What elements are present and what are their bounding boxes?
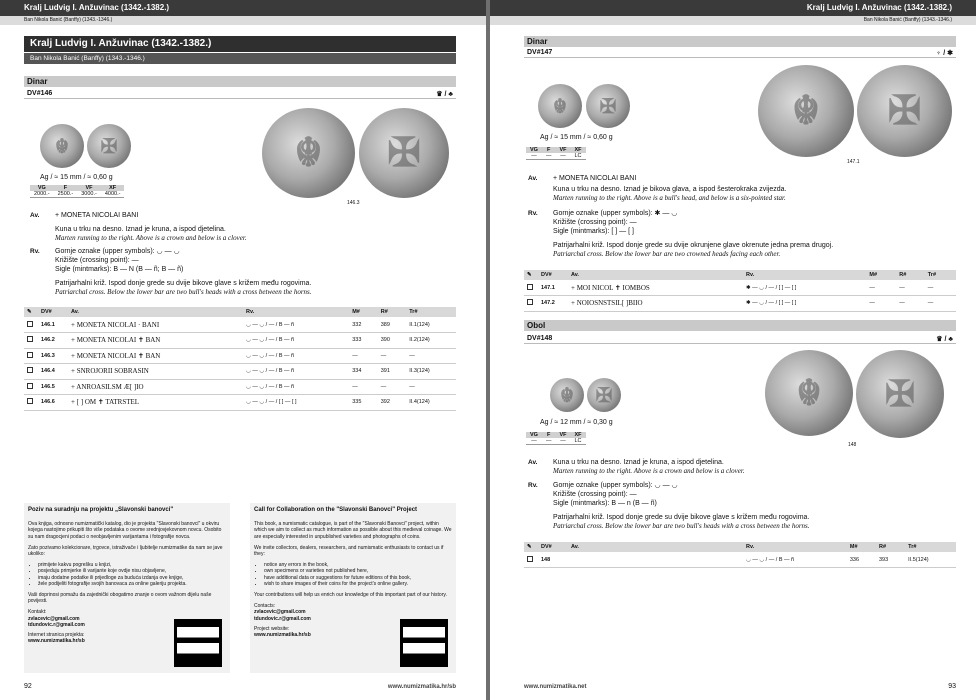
tr-cell: II.5(124) [905,552,956,568]
left-page [0,0,486,700]
email-link[interactable]: tdundovic.r@gmail.com [254,615,311,622]
reverse-crossing: Križište (crossing point): — [553,491,637,498]
r-cell: 389 [378,317,407,333]
dv-heading [24,89,456,99]
coin-reverse-large[interactable]: ✠ [856,350,944,438]
running-header: Kralj Ludvig I. Anžuvinac (1342.-1382.) [0,0,486,16]
tr-cell: — [406,348,456,364]
obverse-legend: + MONETA NICOLAI BANI [553,175,637,182]
email-link[interactable]: zvlacevic@gmail.com [254,609,306,616]
reverse-desc-hr: Patrijarhalni križ. Ispod donje grede su dvije bikove glave s križem među rogovima. [553,514,810,521]
page-number: 92 [24,683,32,690]
reverse-cell: ◡ — ◡ / — / B — ñ [243,364,349,380]
email-link[interactable]: tdundovic.r@gmail.com [28,621,85,628]
collaboration-box-en: Call for Collaboration on the "Slavonski Banovci" Project This book, a numismatic catalogue, is part of the "Slavonski Banovci" project, within which we aim to collect as much information as possible about this medieval coinage. We are especially interested in unpublished varieties and photographs of coins. We invite collectors, dealers, researchers, and numismatic enthusiasts to contact us if they: • notice any errors in the book, • own specimens or varieties not published here, • have additional data or suggestions for future editions of this book, • wish to share images of their coins for the project's online gallery. Your contributions will help us enrich our knowledge of this important part of our history. Contacts: zvlacevic@gmail.com tdundovic.r@gmail.com Project website: www.numizmatika.hr/sb [250,503,456,673]
reverse-crossing: Križište (crossing point): — [553,219,637,226]
grade-price-table: VG F VF XF 2000.- 2500.- 3000.- 4000.- [30,185,124,198]
reverse-cell: ◡ — ◡ / — / B — ñ [243,348,349,364]
variants-table: ✎ DV# Av. Rv. M# R# Tr# 148 ◡ — ◡ / — / B — ñ 336 393 II.5(124) [524,542,956,568]
dv-cell: 146.6 [38,395,68,411]
coin-obverse-small[interactable]: ☬ [538,84,582,128]
website-link[interactable]: www.numizmatika.hr/sb [28,638,85,645]
running-header: Kralj Ludvig I. Anžuvinac (1342.-1382.) [490,0,976,16]
r-cell: — [378,379,407,395]
m-cell: — [866,280,896,296]
dv-cell: 146.3 [38,348,68,364]
tr-cell: II.2(124) [406,333,456,349]
tr-cell: II.3(124) [406,364,456,380]
right-page [490,0,976,700]
legend-cell [568,552,743,568]
obverse-desc-en: Marten running to the right. Above is a crown and below is a clover. [55,234,247,242]
page-number: 93 [948,683,956,690]
running-subheader: Ban Nikola Banić (Banffy) (1343.-1346.) [0,16,486,25]
symbol-icons: ♆ / ✱ [936,50,953,57]
table-row [24,333,456,349]
section-heading: Obol [524,320,956,331]
row-checkbox[interactable] [527,299,533,305]
table-row [24,379,456,395]
reverse-cell: ◡ — ◡ / — / [ ] — [ ] [243,395,349,411]
coin-obverse-large[interactable]: ☬ [262,108,355,198]
section-heading: Dinar [24,76,456,87]
dv-cell: 148 [538,552,568,568]
r-cell: 391 [378,364,407,380]
m-cell: 334 [349,364,378,380]
coin-reverse-large[interactable]: ✠ [857,65,952,157]
variants-table: ✎ DV# Av. Rv. M# R# Tr# 147.1 + MOI NICOL ✝ IOMBOS ✱ — ◡ / — / [ ] — [ ] — — — 147.2 + NOIOSNSTSIL[ ]BIIO ✱ — ◡ / — / [ ] — [ ] — — — [524,270,956,312]
reverse-mintmarks: Sigle (mintmarks): [ ] — [ ] [553,228,634,235]
legend-cell: + MOI NICOL ✝ IOMBOS [568,280,743,296]
legend-cell: + MONETA NICOLAI ✝ BAN [68,348,243,364]
m-cell: 332 [349,317,378,333]
running-subheader: Ban Nikola Banić (Banffy) (1343.-1346.) [490,16,976,25]
coin-description: Av. + MONETA NICOLAI BANI Kuna u trku na desno. Iznad je kruna, a ispod djetelina. Marten running to the right. Above is a crown and below is a clover. Rv. Gornje oznake (upper symbols): ◡ — ◡ Križište (crossing point): — Sigle (mintmarks): B — N (B — ñ; B — ñ) Patrijarhalni križ. Ispod donje grede su dvije bikove glave s križem među rogovima. Patriarchal cross. Below the lower bar are two bull's heads with a cross between the horns. [30,212,312,296]
reverse-desc-en: Patriarchal cross. Below the lower bar are two bull's heads with a cross between the horns. [55,288,312,296]
page-subtitle: Ban Nikola Banić (Banffy) (1343.-1346.) [24,53,456,64]
grade-price-table: VG F VF XF — — — LC [526,147,586,160]
legend-cell: + [ ] OM ✝ TATRSTEL [68,395,243,411]
table-row [24,364,456,380]
r-cell: — [378,348,407,364]
reverse-cell: ◡ — ◡ / — / B — ñ [243,379,349,395]
coin-reverse-large[interactable]: ✠ [359,108,449,198]
row-checkbox[interactable] [27,383,33,389]
table-row [24,317,456,333]
reverse-cell: ✱ — ◡ / — / [ ] — [ ] [743,296,866,312]
r-cell: 393 [876,552,905,568]
table-row [24,395,456,411]
dv-cell: 147.1 [538,280,568,296]
image-caption: 148 [848,442,857,448]
m-cell: — [349,379,378,395]
coin-description: Av. Kuna u trku na desno. Iznad je kruna, a ispod djetelina. Marten running to the right. Above is a crown and below is a clover. Rv. Gornje oznake (upper symbols): ◡ — ◡ Križište (crossing point): — Sigle (mintmarks): B — n (B — ñ) Patrijarhalni križ. Ispod donje grede su dvije bikove glave s križem među rogovima. Patriarchal cross. Below the lower bar are two bull's heads with a cross between the horns. [528,459,810,530]
r-cell: 390 [378,333,407,349]
row-checkbox[interactable] [27,367,33,373]
page-title: Kralj Ludvig I. Anžuvinac (1342.-1382.) [24,36,456,52]
obverse-desc-hr: Kuna u trku na desno. Iznad je kruna, a ispod djetelina. [553,459,724,466]
dv-heading [524,334,956,344]
dv-cell: 146.1 [38,317,68,333]
coin-obverse-large[interactable]: ☬ [758,65,854,157]
m-cell: — [866,296,896,312]
r-cell: — [896,280,925,296]
reverse-mintmarks: Sigle (mintmarks): B — n (B — ñ) [553,500,657,507]
dv-number: DV#148 [527,335,553,342]
m-cell: 335 [349,395,378,411]
row-checkbox[interactable] [27,321,33,327]
coin-specs: Ag / ≈ 15 mm / ≈ 0,60 g [40,174,113,181]
symbol-icons: ♛ / ♣ [936,336,953,343]
section-heading: Dinar [524,36,956,47]
dv-cell: 146.2 [38,333,68,349]
reverse-desc-en: Patriarchal cross. Below the lower bar are two crowned heads facing each other. [553,250,781,258]
reverse-mintmarks: Sigle (mintmarks): B — N (B — ñ; B — ñ) [55,266,184,273]
symbol-icons: ♛ / ♣ [436,91,453,98]
dv-cell: 147.2 [538,296,568,312]
image-caption: 147.1 [847,159,860,165]
coin-obverse-small[interactable]: ☬ [550,378,584,412]
obverse-desc-hr: Kuna u trku na desno. Iznad je kruna, a ispod djetelina. [55,226,226,233]
dv-cell: 146.4 [38,364,68,380]
dv-heading [524,48,956,58]
m-cell: — [349,348,378,364]
qr-code[interactable] [400,619,448,667]
website-link[interactable]: www.numizmatika.hr/sb [254,632,311,639]
image-caption: 146.3 [347,200,360,206]
coin-description: Av. + MONETA NICOLAI BANI Kuna u trku na desno. Iznad je bikova glava, a ispod šesterokraka zvijezda. Marten running to the right. Above is a bull's head, and below is a six-pointed star. Rv. Gornje oznake (upper symbols): ✱ — ◡ Križište (crossing point): — Sigle (mintmarks): [ ] — [ ] Patrijarhalni križ. Ispod donje grede su dvije okrunjene glave okrenute jedna prema drugoj. Patriarchal cross. Below the lower bar are two crowned heads facing each other. [528,175,834,258]
row-checkbox[interactable] [27,336,33,342]
row-checkbox[interactable] [27,352,33,358]
coin-specs: Ag / ≈ 12 mm / ≈ 0,30 g [540,419,613,426]
reverse-upper: Gornje oznake (upper symbols): ◡ — ◡ [55,248,180,255]
reverse-upper: Gornje oznake (upper symbols): ✱ — ◡ [553,210,678,217]
m-cell: 333 [349,333,378,349]
coin-obverse-large[interactable]: ☬ [765,350,853,436]
legend-cell: + MONETA NICOLAI ✝ BAN [68,333,243,349]
r-cell: — [896,296,925,312]
variants-table: ✎ DV# Av. Rv. M# R# Tr# 146.1 + MONETA NICOLAI · BANI ◡ — ◡ / — / B — ñ 332 389 II.1(124) 146.2 + MONETA NICOLAI ✝ BAN ◡ — ◡ / — / B — ñ 333 390 II.2(124) 146.3 + MONETA NICOLAI ✝ BAN ◡ — ◡ / — / B — ñ — — — 146.4 + SNROJORII SOBRASIN ◡ — ◡ / — / B — ñ 334 391 II.3(124) 146.5 + ANROASILSM Æ[ ]IO ◡ — ◡ / — / B — ñ — — — 146.6 + [ ] OM ✝ TATRSTEL ◡ — ◡ / — / [ ] — [ ] 335 392 II.4(124) [24,307,456,411]
footer-url[interactable]: www.numizmatika.net [524,684,587,690]
tr-cell: — [406,379,456,395]
table-row [524,552,956,568]
legend-cell: + SNROJORII SOBRASIN [68,364,243,380]
row-checkbox[interactable] [527,284,533,290]
reverse-crossing: Križište (crossing point): — [55,257,139,264]
dv-cell: 146.5 [38,379,68,395]
coin-obverse-small[interactable]: ☬ [40,124,84,168]
table-row [524,280,956,296]
reverse-cell: ◡ — ◡ / — / B — ñ [243,317,349,333]
tr-cell: — [925,280,956,296]
legend-cell: + ANROASILSM Æ[ ]IO [68,379,243,395]
coin-reverse-small[interactable]: ✠ [87,124,131,168]
coin-reverse-small[interactable]: ✠ [587,378,621,412]
r-cell: 392 [378,395,407,411]
obverse-desc-en: Marten running to the right. Above is a bull's head, and below is a six-pointed star. [553,194,786,202]
reverse-cell: ✱ — ◡ / — / [ ] — [ ] [743,280,866,296]
table-row [524,296,956,312]
legend-cell: + NOIOSNSTSIL[ ]BIIO [568,296,743,312]
row-checkbox[interactable] [527,556,533,562]
reverse-desc-hr: Patrijarhalni križ. Ispod donje grede su dvije bikove glave s križem među rogovima. [55,280,312,287]
tr-cell: II.1(124) [406,317,456,333]
qr-code[interactable] [174,619,222,667]
dv-number: DV#147 [527,49,553,56]
coin-specs: Ag / ≈ 15 mm / ≈ 0,60 g [540,134,613,141]
reverse-desc-en: Patriarchal cross. Below the lower bar are two bull's heads with a cross between the horns. [553,522,810,530]
table-row [24,348,456,364]
dv-number: DV#146 [27,90,53,97]
obverse-desc-hr: Kuna u trku na desno. Iznad je bikova glava, a ispod šesterokraka zvijezda. [553,186,787,193]
obverse-legend: + MONETA NICOLAI BANI [55,212,139,219]
footer-url[interactable]: www.numizmatika.hr/sb [387,684,456,690]
coin-reverse-small[interactable]: ✠ [586,84,630,128]
reverse-upper: Gornje oznake (upper symbols): ◡ — ◡ [553,482,678,489]
legend-cell: + MONETA NICOLAI · BANI [68,317,243,333]
grade-price-table: VG F VF XF — — — LC [526,432,586,445]
row-checkbox[interactable] [27,398,33,404]
tr-cell: II.4(124) [406,395,456,411]
m-cell: 336 [847,552,876,568]
reverse-desc-hr: Patrijarhalni križ. Ispod donje grede su dvije okrunjene glave okrenute jedna prema drugoj. [553,242,834,249]
reverse-cell: ◡ — ◡ / — / B — ñ [743,552,847,568]
collaboration-box-hr: Poziv na suradnju na projektu „Slavonski banovci" Ova knjiga, odnosno numizmatički katalog, dio je projekta "Slavonski banovci" u okviru kojega nastojimo prikupiti što više podataka o ovome srednjovjekovnom novcu. Osobito su nam dragocjeni podaci o neobjavljenim varijantama i fotografije novca. Zato pozivamo kolekcionare, trgovce, istraživače i ljubitelje numizmatike da nam se jave ukoliko: • primijete kakvu pogrešku u knjizi, • posjeduju primjerke ili varijante koje ovdje nisu objavljene, • imaju dodatne podatke ili prijedloge za buduća izdanja ove knjige, • žele podijeliti fotografije svojih banovaca za online galeriju projekta. Vaši doprinosi pomažu da zajednički obogatimo znanje o ovom važnom dijelu naše povijesti. Kontakt: zvlacevic@gmail.com tdundovic.r@gmail.com Internet stranica projekta: www.numizmatika.hr/sb [24,503,230,673]
tr-cell: — [925,296,956,312]
obverse-desc-en: Marten running to the right. Above is a crown and below is a clover. [553,467,745,475]
reverse-cell: ◡ — ◡ / — / B — ñ [243,333,349,349]
email-link[interactable]: zvlacevic@gmail.com [28,615,80,622]
